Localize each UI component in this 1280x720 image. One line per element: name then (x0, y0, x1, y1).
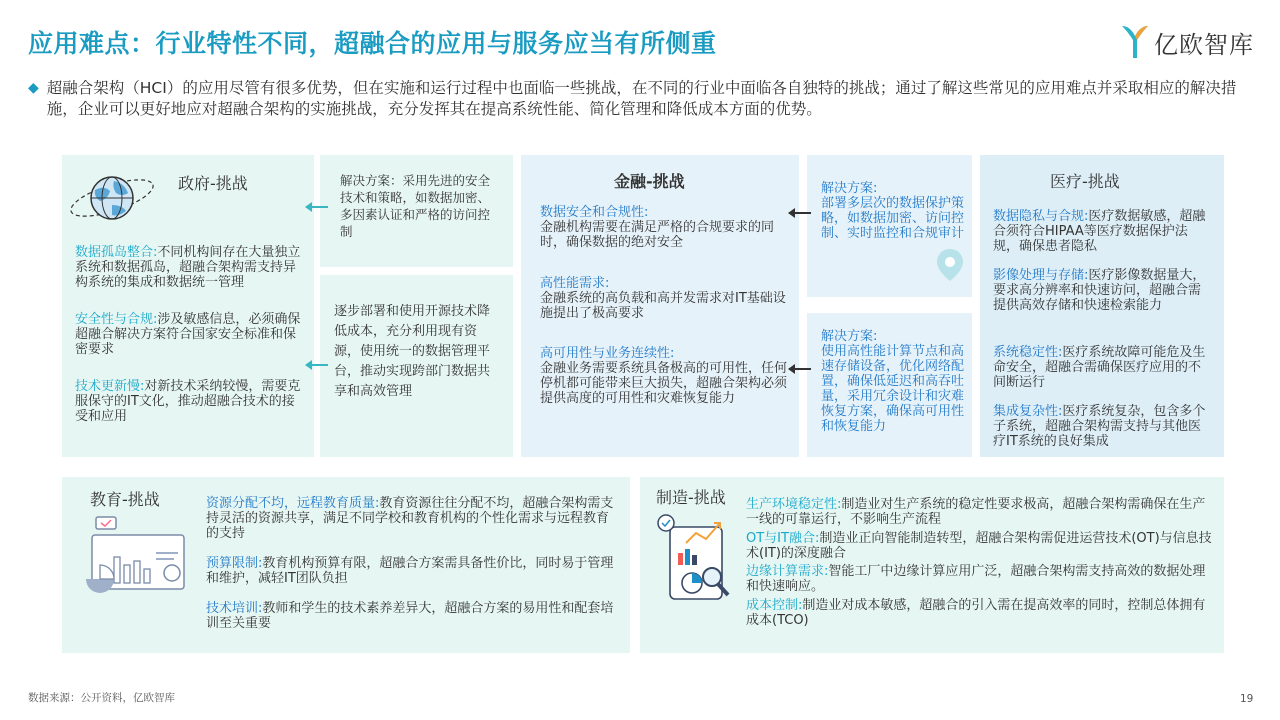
medical-item-3-title: 系统稳定性: (993, 345, 1063, 360)
finance-item-3-title: 高可用性与业务连续性: (540, 346, 675, 361)
logo (1120, 22, 1255, 62)
mfg-item-3-text: 智能工厂中边缘计算应用广泛，超融合架构需支持高效的数据处理和快速响应。 (746, 564, 1206, 594)
finance-arrow-1-icon (789, 212, 811, 214)
medical-heading: 医疗-挑战 (1050, 172, 1120, 191)
gov-item-2-title: 安全性与合规: (75, 312, 158, 327)
page-title: 应用难点：行业特性不同，超融合的应用与服务应当有所侧重 (28, 29, 717, 58)
finance-item-2-text: 金融系统的高负载和高并发需求对IT基础设施提出了极高要求 (540, 291, 786, 321)
mfg-item-1-text: 制造业对生产系统的稳定性要求极高，超融合架构需确保在生产一线的可靠运行，不影响生产流程 (746, 497, 1206, 527)
gov-solution-2-text: 逐步部署和使用开源技术降低成本，充分利用现有资源，使用统一的数据管理平台，推动实现跨部门数据共享和高效管理 (334, 304, 491, 399)
gov-item-1-title: 数据孤岛整合: (75, 245, 158, 260)
gov-item-3-text: 对新技术采纳较慢，需要克服保守的IT文化，推动超融合技术的接受和应用 (75, 379, 301, 424)
gov-heading: 政府-挑战 (178, 174, 248, 193)
finance-solution-1-text: 部署多层次的数据保护策略，如数据加密、访问控制、实时监控和合规审计 (821, 196, 965, 241)
medical-item-2-title: 影像处理与存储: (993, 268, 1089, 283)
gov-item-1 (75, 245, 305, 290)
mfg-item-2 (746, 531, 1212, 561)
edu-item-3-title: 技术培训: (206, 601, 263, 616)
gov-item-3 (75, 379, 305, 424)
edu-item-1-title: 资源分配不均，远程教育质量: (206, 496, 380, 511)
finance-solution-2-panel (807, 313, 972, 457)
logo-text: 亿欧智库 (1154, 30, 1254, 59)
education-dashboard-icon (84, 513, 188, 595)
mfg-item-2-title: OT与IT融合: (746, 531, 820, 546)
finance-solution-1 (821, 181, 967, 241)
edu-item-2-title: 预算限制: (206, 556, 263, 571)
edu-item-3-text: 教师和学生的技术素养差异大，超融合方案的易用性和配套培训至关重要 (206, 601, 614, 631)
medical-item-4 (993, 404, 1213, 449)
medical-item-4-text: 医疗系统复杂，包含多个子系统，超融合架构需支持与其他医疗IT系统的良好集成 (993, 404, 1206, 449)
intro-paragraph (28, 78, 1258, 120)
medical-item-4-title: 集成复杂性: (993, 404, 1063, 419)
edu-item-3 (206, 601, 616, 631)
page-number: 19 (1240, 693, 1254, 705)
gov-item-3-title: 技术更新慢: (75, 379, 145, 394)
finance-arrow-2-icon (789, 368, 811, 370)
gov-solution-1-text: 解决方案：采用先进的安全技术和策略，如数据加密、多因素认证和严格的访问控制 (340, 173, 491, 239)
gov-solution-2-panel (320, 275, 513, 457)
finance-solution-1-panel (807, 155, 972, 297)
gov-solution-1-panel (320, 155, 513, 267)
edu-item-1 (206, 496, 616, 541)
gov-item-1-text: 不同机构间存在大量独立系统和数据孤岛，超融合架构需支持异构系统的集成和数据统一管理 (75, 245, 301, 290)
medical-item-3-text: 医疗系统故障可能危及生命安全，超融合需确保医疗应用的不间断运行 (993, 345, 1206, 390)
mfg-challenge-panel (640, 477, 1224, 653)
medical-item-3 (993, 345, 1213, 390)
edu-item-2-text: 教育机构预算有限，超融合方案需具备性价比，同时易于管理和维护，减轻IT团队负担 (206, 556, 614, 586)
finance-heading: 金融-挑战 (614, 172, 685, 191)
mfg-item-3-title: 边缘计算需求: (746, 564, 829, 579)
logo-icon (1120, 24, 1150, 60)
finance-item-3-text: 金融业务需要系统具备极高的可用性，任何停机都可能带来巨大损失，超融合架构必须提供高度的可用性和灾难恢复能力 (540, 361, 788, 406)
medical-item-1 (993, 209, 1213, 254)
finance-item-2-title: 高性能需求: (540, 276, 610, 291)
finance-item-1-text: 金融机构需要在满足严格的合规要求的同时，确保数据的绝对安全 (540, 220, 775, 250)
finance-item-1 (540, 205, 788, 250)
gov-arrow-2-icon (306, 364, 328, 366)
medical-item-2 (993, 268, 1213, 313)
finance-item-3 (540, 346, 788, 406)
edu-item-2 (206, 556, 616, 586)
data-source-note: 数据来源：公开资料，亿欧智库 (28, 692, 175, 704)
intro-text: 超融合架构（HCI）的应用尽管有很多优势，但在实施和运行过程中也面临一些挑战，在不同的行业中面临各自独特的挑战；通过了解这些常见的应用难点并采取相应的解决措施，企业可以更好地应对超融合架构的实施挑战，充分发挥其在提高系统性能、简化管理和降低成本方面的优势。 (46, 79, 1237, 118)
gov-item-2 (75, 312, 305, 357)
finance-challenge-panel (521, 155, 799, 457)
medical-item-1-text: 医疗数据敏感，超融合须符合HIPAA等医疗数据保护法规，确保患者隐私 (993, 209, 1206, 254)
finance-solution-1-title: 解决方案: (821, 181, 878, 196)
diamond-bullet-icon: ◆ (28, 80, 39, 96)
edu-heading: 教育-挑战 (90, 490, 160, 509)
mfg-item-3 (746, 564, 1212, 594)
globe-icon (66, 167, 158, 229)
gov-item-2-text: 涉及敏感信息，必须确保超融合解决方案符合国家安全标准和保密要求 (75, 312, 301, 357)
mfg-item-4 (746, 598, 1212, 628)
mfg-heading: 制造-挑战 (656, 488, 726, 507)
finance-item-1-title: 数据安全和合规性: (540, 205, 649, 220)
gov-challenge-panel (62, 155, 314, 457)
medical-challenge-panel (980, 155, 1224, 457)
finance-solution-2 (821, 329, 967, 434)
gov-arrow-1-icon (306, 206, 328, 208)
medical-item-1-title: 数据隐私与合规: (993, 209, 1089, 224)
medical-item-2-text: 医疗影像数据量大，要求高分辨率和快速访问，超融合需提供高效存储和快速检索能力 (993, 268, 1206, 313)
finance-item-2 (540, 276, 788, 321)
manufacturing-analytics-icon (656, 509, 738, 605)
mfg-item-2-text: 制造业正向智能制造转型，超融合架构需促进运营技术(OT)与信息技术(IT)的深度融合 (746, 531, 1212, 561)
edu-item-1-text: 教育资源往往分配不均，超融合架构需支持灵活的资源共享，满足不同学校和教育机构的个性化需求与远程教育的支持 (206, 496, 614, 541)
location-pin-icon (935, 247, 965, 295)
finance-solution-2-title: 解决方案: (821, 329, 878, 344)
mfg-item-1 (746, 497, 1212, 527)
finance-solution-2-text: 使用高性能计算节点和高速存储设备，优化网络配置，确保低延迟和高吞吐量，采用冗余设计和灾难恢复方案，确保高可用性和恢复能力 (821, 344, 965, 434)
mfg-item-1-title: 生产环境稳定性: (746, 497, 842, 512)
edu-challenge-panel (62, 477, 630, 653)
mfg-item-4-title: 成本控制: (746, 598, 803, 613)
mfg-item-4-text: 制造业对成本敏感，超融合的引入需在提高效率的同时，控制总体拥有成本(TCO) (746, 598, 1206, 628)
